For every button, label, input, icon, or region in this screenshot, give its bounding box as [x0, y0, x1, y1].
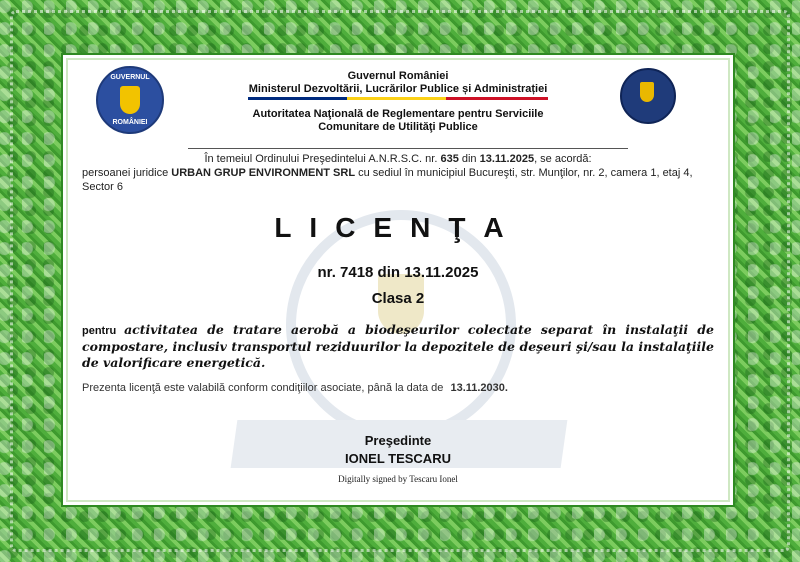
anrsc-logo [612, 68, 682, 132]
activity-prefix: pentru [82, 325, 125, 337]
order-suffix: , se acordă: [534, 153, 592, 165]
validity-text: Prezenta licenţă este valabilă conform condiţiilor asociate, până la data de [82, 382, 447, 394]
validity-statement [82, 382, 714, 394]
order-date: 13.11.2025 [479, 153, 535, 165]
activity-description [82, 322, 714, 371]
anrsc-crest-icon [640, 82, 654, 102]
government-logo [96, 66, 164, 134]
activity-text: activitatea de tratare aerobă a biodeşeurilor colectate separat în instalaţii de compostare, inclusiv transportul reziduurilor la depozitele de deşeuri şi/sau la instalaţiile de valorificare energetică. [82, 322, 714, 370]
romania-coat-of-arms-icon [120, 86, 140, 114]
document-header [188, 70, 608, 134]
government-logo-ring-bottom: ROMÂNIEI [112, 119, 148, 126]
recipient-prefix: persoanei juridice [82, 167, 172, 179]
license-document [68, 60, 728, 500]
government-logo-ring-top: GUVERNUL [110, 74, 150, 81]
order-middle: din [458, 153, 480, 165]
validity-date: 13.11.2030. [450, 382, 508, 394]
government-name: Guvernul României [347, 70, 449, 82]
authority-name-line2: Comunitare de Utilităţi Publice [318, 121, 478, 133]
authority-name-line1: Autoritatea Naţională de Reglementare pentru Serviciile [252, 108, 544, 120]
license-class: Clasa 2 [371, 290, 425, 307]
company-name: URBAN GRUP ENVIRONMENT SRL [171, 167, 356, 179]
header-divider [188, 148, 628, 149]
order-prefix: În temeiul Ordinului Preşedintelui A.N.R.S.C. nr. [204, 153, 441, 165]
recipient [82, 166, 714, 194]
signatory-name: IONEL TESCARU [345, 451, 451, 466]
ministry-name: Ministerul Dezvoltării, Lucrărilor Publice și Administrației [248, 83, 548, 95]
recipient-address: cu sediul în municipiul Bucureşti, str. Munţilor, nr. 2, camera 1, etaj 4, Sector 6 [82, 167, 693, 193]
license-title: LICENŢA [274, 212, 522, 243]
license-number: nr. 7418 din 13.11.2025 [317, 264, 479, 281]
order-reference [82, 152, 714, 166]
digital-signature: Digitally signed by Tescaru Ionel [338, 474, 458, 484]
order-number: 635 [440, 153, 459, 165]
tricolor-underline [248, 97, 548, 100]
signatory-role: Preşedinte [364, 433, 432, 448]
